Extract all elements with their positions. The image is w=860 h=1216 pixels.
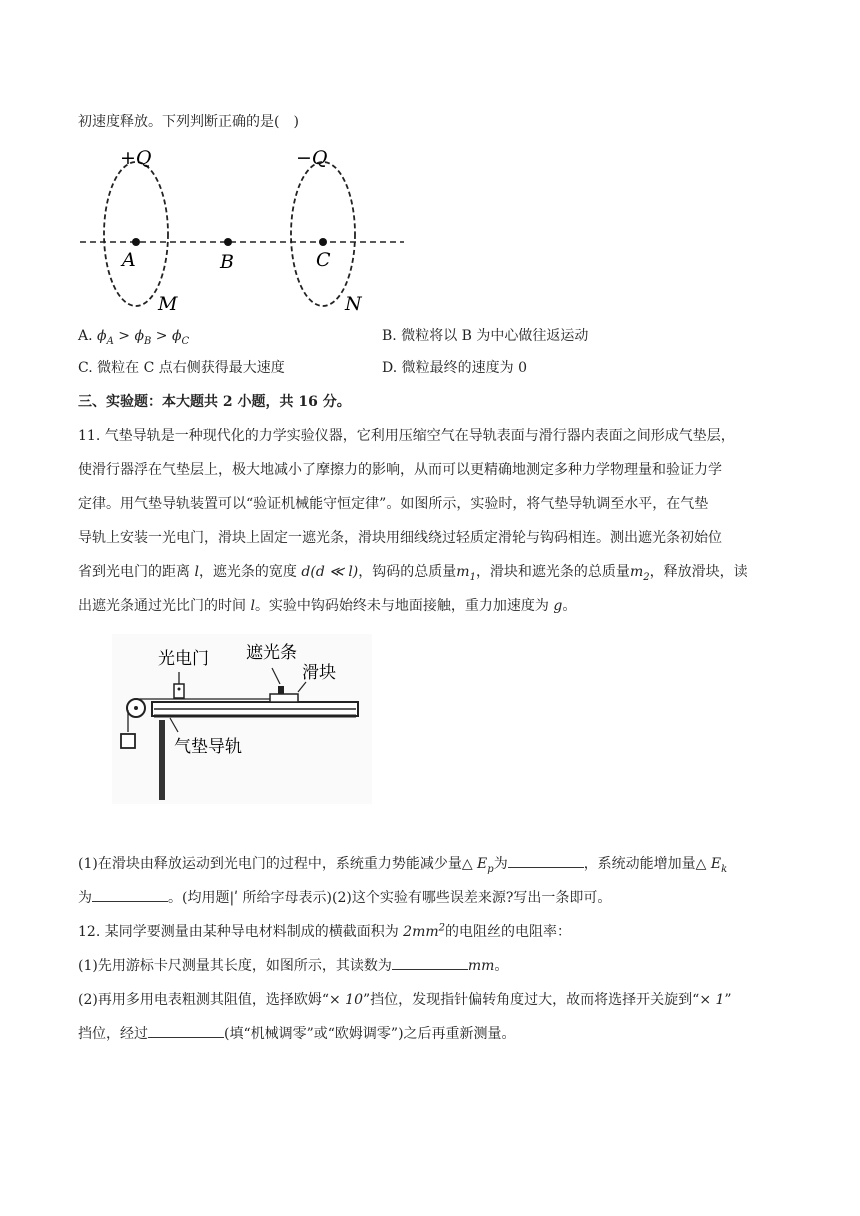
option-b: B. 微粒将以 B 为中心做往返运动: [382, 328, 589, 344]
label-track: 气垫导轨: [174, 737, 242, 757]
q12-line4: 挡位，经过 (填“机械调零”或“欧姆调零”)之后再重新测量。: [78, 1026, 516, 1042]
q11-sub1: (1)在滑块由释放运动到光电门的过程中，系统重力势能减少量△ $E_p$为 ，系统动能增加量△ $E_k$: [78, 856, 728, 875]
section-heading: 三、实验题：本大题共 2 小题，共 16 分。: [78, 394, 351, 410]
q11-line4: 导轨上安装一光电门，滑块上固定一遮光条，滑块用细线绕过轻质定滑轮与钩码相连。测出遮光条初始位: [78, 530, 722, 546]
point-c: [319, 238, 327, 246]
point-b: [224, 238, 232, 246]
answer-blank[interactable]: [92, 888, 168, 902]
option-c: C. 微粒在 C 点右侧获得最大速度: [78, 360, 285, 376]
answer-blank[interactable]: [508, 854, 584, 868]
option-a: A. $\phi_A > \phi_B > \phi_C$: [78, 328, 190, 347]
figure-background: [112, 634, 372, 804]
q12-line3: (2)再用多用电表粗测其阻值，选择欧姆“× 10”挡位，发现指针偏转角度过大，故而将选择开关旋到“× 1”: [78, 992, 732, 1008]
q11-line6: 出遮光条通过光比门的时间 l。实验中钩码始终未与地面接触，重力加速度为 g。: [78, 598, 577, 614]
label-m: M: [158, 293, 178, 315]
shading-strip: [278, 686, 284, 694]
q12-line1: 12. 某同学要测量由某种导电材料制成的横截面积为 $2mm^2$的电阻丝的电阻率：: [78, 922, 572, 940]
air-track-figure: [112, 634, 372, 804]
answer-blank[interactable]: [392, 956, 468, 970]
option-d: D. 微粒最终的速度为 0: [382, 360, 527, 376]
stand: [159, 720, 165, 800]
q12-line2: (1)先用游标卡尺测量其长度，如图所示，其读数为 mm。: [78, 958, 509, 974]
photogate: [174, 684, 184, 698]
q10-stem: 初速度释放。下列判断正确的是( ): [78, 114, 299, 130]
label-photogate: 光电门: [158, 649, 209, 669]
slider: [270, 694, 298, 702]
q11-sub1b: 为 。(均用题|ʹ 所给字母表示)(2)这个实验有哪些误差来源?写出一条即可。: [78, 890, 612, 906]
label-n: N: [345, 293, 362, 315]
q11-line5: 省到光电门的距离 l，遮光条的宽度 d(d ≪ l)，钩码的总质量$m_1$，滑块和遮光条的总质量$m_2$，释放滑块，读: [78, 564, 748, 583]
label-b: B: [220, 251, 234, 273]
label-slider: 滑块: [302, 663, 336, 683]
ring-m: [104, 162, 168, 306]
label-strip: 遮光条: [246, 643, 297, 663]
label-a: A: [122, 249, 136, 271]
label-c: C: [316, 249, 331, 271]
q11-line3: 定律。用气垫导轨装置可以“验证机械能守恒定律”。如图所示，实验时，将气垫导轨调至水平，在气垫: [78, 496, 709, 512]
point-a: [132, 238, 140, 246]
label-plus-q: +Q: [120, 147, 152, 169]
label-minus-q: −Q: [296, 147, 328, 169]
answer-blank[interactable]: [148, 1024, 224, 1038]
ring-n: [291, 162, 355, 306]
q11-line1: 11. 气垫导轨是一种现代化的力学实验仪器，它利用压缩空气在导轨表面与滑行器内表面之间形成气垫层，: [78, 428, 735, 444]
hook-weight: [121, 734, 135, 748]
q11-line2: 使滑行器浮在气垫层上，极大地减小了摩擦力的影响，从而可以更精确地测定多种力学物理量和验证力学: [78, 462, 722, 478]
rings-figure: [78, 140, 408, 320]
